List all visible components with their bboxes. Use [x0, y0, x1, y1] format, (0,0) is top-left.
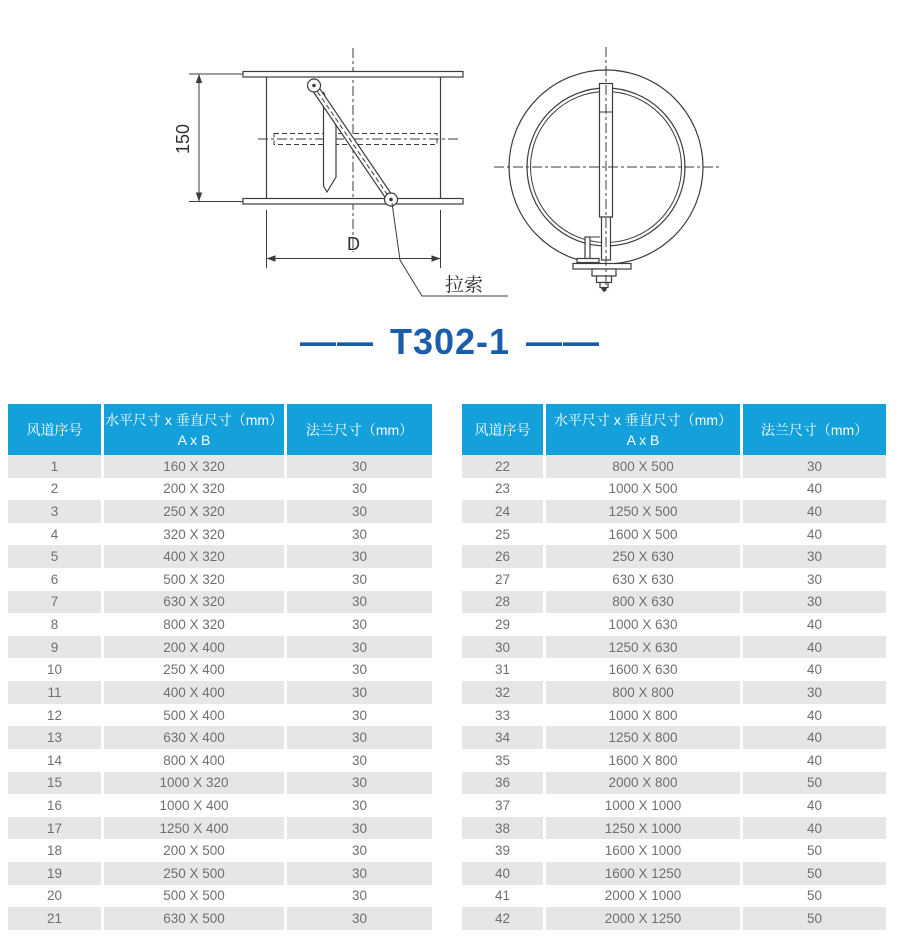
flange-size-cell: 30	[351, 571, 368, 587]
flange-size-cell: 30	[351, 617, 368, 633]
size-cell: 630 X 320	[104, 591, 287, 614]
size-cell: 800 X 320	[104, 613, 287, 636]
table-row	[462, 817, 886, 840]
flange-size-cell: 50	[806, 910, 823, 926]
size-cell: 400 X 400	[104, 681, 287, 704]
flange-size-cell: 40	[806, 662, 823, 678]
table-row	[8, 500, 432, 523]
flange-size-cell: 30	[351, 526, 368, 542]
title-dash-right: ——	[526, 321, 601, 362]
cable-label: 拉索	[444, 275, 484, 296]
flange-size-cell: 40	[806, 639, 823, 655]
table-header	[462, 404, 886, 455]
table-row	[462, 613, 886, 636]
size-cell: 1600 X 1000	[546, 839, 743, 862]
cable-callout	[392, 203, 508, 296]
size-cell: 800 X 630	[546, 591, 743, 614]
size-cell: 250 X 320	[104, 500, 287, 523]
table-row	[8, 681, 432, 704]
title-text: T302-1	[389, 321, 511, 362]
duct-number-cell: 37	[462, 794, 546, 817]
size-cell: 1600 X 1250	[546, 862, 743, 885]
size-cell: 1600 X 630	[546, 658, 743, 681]
flange-size-cell: 30	[351, 820, 368, 836]
flange-size-cell: 30	[806, 458, 823, 474]
header-size-line1: 水平尺寸 x 垂直尺寸（mm）	[104, 411, 284, 428]
flange-size-cell: 40	[806, 481, 823, 497]
header-size-line2: A x B	[177, 431, 211, 448]
height-dimension	[173, 74, 243, 202]
flange-size-cell: 50	[806, 865, 823, 881]
size-cell: 250 X 400	[104, 658, 287, 681]
size-cell: 2000 X 1250	[546, 907, 743, 930]
duct-number-cell: 39	[462, 839, 546, 862]
bottom-flange	[243, 199, 463, 205]
flange-size-cell: 30	[351, 594, 368, 610]
table-row	[8, 545, 432, 568]
duct-number-cell: 28	[462, 591, 546, 614]
duct-number-cell: 42	[462, 907, 546, 930]
flange-size-cell: 30	[351, 639, 368, 655]
header-duct-number: 风道序号	[8, 404, 104, 455]
duct-number-cell: 30	[462, 636, 546, 659]
table-row	[462, 478, 886, 501]
flange-size-cell: 30	[806, 684, 823, 700]
size-cell: 800 X 800	[546, 681, 743, 704]
size-cell: 1600 X 800	[546, 749, 743, 772]
front-view-drawing	[494, 47, 719, 293]
flange-size-cell: 40	[806, 730, 823, 746]
flange-size-cell: 30	[351, 752, 368, 768]
size-cell: 1000 X 320	[104, 772, 287, 795]
table-row	[462, 749, 886, 772]
size-cell: 1000 X 500	[546, 478, 743, 501]
header-size	[104, 404, 287, 455]
flange-size-cell: 50	[806, 775, 823, 791]
table-row	[8, 658, 432, 681]
duct-number-cell: 20	[8, 885, 104, 908]
flange-size-cell: 40	[806, 526, 823, 542]
duct-number-cell: 9	[8, 636, 104, 659]
flange-size-cell: 30	[806, 571, 823, 587]
size-cell: 1600 X 500	[546, 523, 743, 546]
table-row	[8, 704, 432, 727]
duct-number-cell: 21	[8, 907, 104, 930]
size-cell: 500 X 400	[104, 704, 287, 727]
table-row	[462, 704, 886, 727]
duct-number-cell: 4	[8, 523, 104, 546]
flange-size-cell: 30	[351, 684, 368, 700]
table-row	[8, 862, 432, 885]
table-row	[462, 500, 886, 523]
duct-number-cell: 6	[8, 568, 104, 591]
duct-number-cell: 16	[8, 794, 104, 817]
duct-number-cell: 14	[8, 749, 104, 772]
size-cell: 1000 X 400	[104, 794, 287, 817]
duct-number-cell: 7	[8, 591, 104, 614]
table-row	[8, 907, 432, 930]
duct-number-cell: 2	[8, 478, 104, 501]
table-row	[8, 772, 432, 795]
flange-size-cell: 30	[351, 888, 368, 904]
header-flange: 法兰尺寸（mm）	[305, 421, 414, 438]
size-cell: 1250 X 500	[546, 500, 743, 523]
table-row	[462, 726, 886, 749]
size-cell: 400 X 320	[104, 545, 287, 568]
size-cell: 200 X 400	[104, 636, 287, 659]
flange-size-cell: 30	[806, 549, 823, 565]
size-cell: 250 X 630	[546, 545, 743, 568]
duct-number-cell: 34	[462, 726, 546, 749]
table-row	[462, 794, 886, 817]
flange-size-cell: 30	[351, 458, 368, 474]
flange-size-cell: 30	[351, 549, 368, 565]
duct-number-cell: 12	[8, 704, 104, 727]
table-row	[462, 568, 886, 591]
duct-number-cell: 11	[8, 681, 104, 704]
flange-size-cell: 30	[351, 481, 368, 497]
table-row	[462, 907, 886, 930]
size-cell: 630 X 630	[546, 568, 743, 591]
table-row	[8, 794, 432, 817]
table-row	[462, 885, 886, 908]
size-cell: 160 X 320	[104, 455, 287, 478]
table-row	[462, 591, 886, 614]
duct-number-cell: 17	[8, 817, 104, 840]
duct-number-cell: 25	[462, 523, 546, 546]
table-row	[462, 772, 886, 795]
duct-number-cell: 13	[8, 726, 104, 749]
flange-size-cell: 40	[806, 797, 823, 813]
size-cell: 1000 X 1000	[546, 794, 743, 817]
diameter-dimension	[267, 210, 441, 268]
duct-number-cell: 29	[462, 613, 546, 636]
duct-number-cell: 26	[462, 545, 546, 568]
top-flange	[243, 72, 463, 78]
size-cell: 800 X 500	[546, 455, 743, 478]
table-row	[8, 817, 432, 840]
size-tables	[0, 404, 900, 930]
table-row	[8, 455, 432, 478]
header-size-line1: 水平尺寸 x 垂直尺寸（mm）	[553, 411, 733, 428]
table-row	[8, 726, 432, 749]
model-title	[0, 312, 900, 372]
duct-size-table-right	[462, 404, 886, 930]
side-view-drawing	[173, 48, 508, 296]
flange-size-cell: 30	[351, 504, 368, 520]
size-cell: 1250 X 800	[546, 726, 743, 749]
size-cell: 2000 X 800	[546, 772, 743, 795]
table-row	[8, 613, 432, 636]
table-body	[462, 455, 886, 930]
table-row	[462, 862, 886, 885]
duct-number-cell: 8	[8, 613, 104, 636]
size-cell: 2000 X 1000	[546, 885, 743, 908]
duct-number-cell: 22	[462, 455, 546, 478]
header-duct-number: 风道序号	[462, 404, 546, 455]
size-cell: 630 X 400	[104, 726, 287, 749]
table-row	[462, 523, 886, 546]
flange-size-cell: 50	[806, 888, 823, 904]
table-row	[8, 478, 432, 501]
duct-size-table-left	[8, 404, 432, 930]
duct-number-cell: 31	[462, 658, 546, 681]
duct-number-cell: 40	[462, 862, 546, 885]
flange-size-cell: 40	[806, 707, 823, 723]
height-dimension-label: 150	[173, 123, 193, 155]
flange-size-cell: 30	[351, 775, 368, 791]
flange-size-cell: 30	[351, 910, 368, 926]
flange-size-cell: 30	[806, 594, 823, 610]
flange-size-cell: 40	[806, 820, 823, 836]
size-cell: 500 X 500	[104, 885, 287, 908]
duct-number-cell: 33	[462, 704, 546, 727]
table-row	[462, 636, 886, 659]
size-cell: 1250 X 630	[546, 636, 743, 659]
table-row	[8, 749, 432, 772]
table-row	[8, 885, 432, 908]
table-row	[462, 658, 886, 681]
flange-size-cell: 30	[351, 730, 368, 746]
table-row	[8, 523, 432, 546]
duct-number-cell: 15	[8, 772, 104, 795]
size-cell: 1000 X 630	[546, 613, 743, 636]
size-cell: 200 X 320	[104, 478, 287, 501]
table-row	[462, 545, 886, 568]
duct-number-cell: 1	[8, 455, 104, 478]
duct-number-cell: 19	[8, 862, 104, 885]
duct-number-cell: 10	[8, 658, 104, 681]
table-header	[8, 404, 432, 455]
table-row	[462, 681, 886, 704]
duct-number-cell: 32	[462, 681, 546, 704]
table-row	[8, 839, 432, 862]
size-cell: 500 X 320	[104, 568, 287, 591]
size-cell: 250 X 500	[104, 862, 287, 885]
table-row	[8, 568, 432, 591]
duct-number-cell: 24	[462, 500, 546, 523]
table-row	[8, 636, 432, 659]
size-cell: 1250 X 400	[104, 817, 287, 840]
flange-size-cell: 30	[351, 865, 368, 881]
size-cell: 320 X 320	[104, 523, 287, 546]
flange-size-cell: 50	[806, 843, 823, 859]
drawings-svg	[0, 0, 900, 312]
duct-number-cell: 18	[8, 839, 104, 862]
size-cell: 200 X 500	[104, 839, 287, 862]
size-cell: 630 X 500	[104, 907, 287, 930]
title-dash-left: ——	[299, 321, 374, 362]
table-row	[8, 591, 432, 614]
duct-number-cell: 27	[462, 568, 546, 591]
flange-size-cell: 30	[351, 662, 368, 678]
duct-number-cell: 36	[462, 772, 546, 795]
technical-drawings	[0, 0, 900, 312]
duct-number-cell: 38	[462, 817, 546, 840]
diameter-dimension-label: D	[347, 234, 360, 254]
flange-size-cell: 40	[806, 752, 823, 768]
duct-number-cell: 35	[462, 749, 546, 772]
size-cell: 800 X 400	[104, 749, 287, 772]
flange-size-cell: 40	[806, 617, 823, 633]
table-row	[462, 455, 886, 478]
flange-size-cell: 30	[351, 843, 368, 859]
header-size-line2: A x B	[626, 431, 660, 448]
size-cell: 1250 X 1000	[546, 817, 743, 840]
duct-number-cell: 5	[8, 545, 104, 568]
table-row	[462, 839, 886, 862]
header-flange: 法兰尺寸（mm）	[760, 421, 869, 438]
flange-size-cell: 30	[351, 797, 368, 813]
table-body	[8, 455, 432, 930]
header-size	[546, 404, 743, 455]
duct-number-cell: 41	[462, 885, 546, 908]
flange-size-cell: 30	[351, 707, 368, 723]
size-cell: 1000 X 800	[546, 704, 743, 727]
duct-number-cell: 23	[462, 478, 546, 501]
duct-number-cell: 3	[8, 500, 104, 523]
flange-size-cell: 40	[806, 504, 823, 520]
